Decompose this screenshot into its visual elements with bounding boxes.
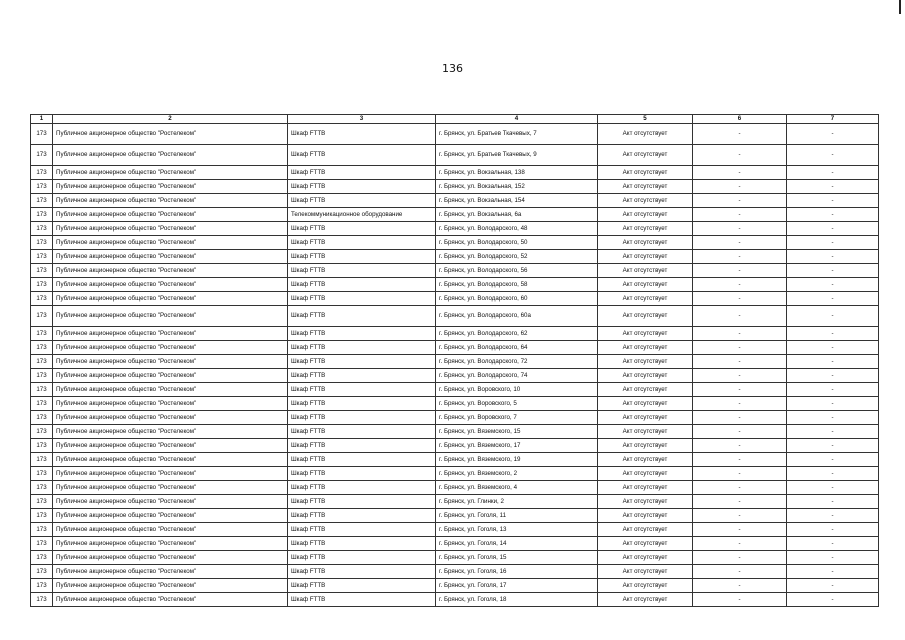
- address-cell: г. Брянск, ул. Братьев Ткачевых, 7: [436, 124, 598, 145]
- table-row: [31, 355, 879, 369]
- header-col-1: 1: [31, 115, 53, 124]
- address-cell: г. Брянск, ул. Гоголя, 18: [436, 593, 598, 607]
- owner-cell: Публичное акционерное общество "Ростелеком": [53, 453, 288, 467]
- col7-cell: -: [787, 593, 879, 607]
- address-cell: г. Брянск, ул. Гоголя, 14: [436, 537, 598, 551]
- col7-cell: -: [787, 383, 879, 397]
- act-status-cell: Акт отсутствует: [598, 222, 693, 236]
- object-cell: Шкаф FTTB: [288, 194, 436, 208]
- row-number-cell: 173: [31, 509, 53, 523]
- col7-cell: -: [787, 327, 879, 341]
- object-cell: Шкаф FTTB: [288, 579, 436, 593]
- object-cell: Шкаф FTTB: [288, 222, 436, 236]
- object-cell: Шкаф FTTB: [288, 495, 436, 509]
- act-status-cell: Акт отсутствует: [598, 425, 693, 439]
- object-cell: Шкаф FTTB: [288, 341, 436, 355]
- table-row: [31, 593, 879, 607]
- act-status-cell: Акт отсутствует: [598, 369, 693, 383]
- object-cell: Телекоммуникационное оборудование: [288, 208, 436, 222]
- address-cell: г. Брянск, ул. Володарского, 50: [436, 236, 598, 250]
- col6-cell: -: [693, 306, 787, 327]
- row-number-cell: 173: [31, 523, 53, 537]
- col7-cell: -: [787, 355, 879, 369]
- col6-cell: -: [693, 481, 787, 495]
- owner-cell: Публичное акционерное общество "Ростелеком": [53, 523, 288, 537]
- act-status-cell: Акт отсутствует: [598, 166, 693, 180]
- address-cell: г. Брянск, ул. Володарского, 60а: [436, 306, 598, 327]
- address-cell: г. Брянск, ул. Вокзальная, 154: [436, 194, 598, 208]
- object-cell: Шкаф FTTB: [288, 250, 436, 264]
- row-number-cell: 173: [31, 537, 53, 551]
- owner-cell: Публичное акционерное общество "Ростелеком": [53, 383, 288, 397]
- address-cell: г. Брянск, ул. Вяземского, 17: [436, 439, 598, 453]
- act-status-cell: Акт отсутствует: [598, 453, 693, 467]
- owner-cell: Публичное акционерное общество "Ростелеком": [53, 579, 288, 593]
- col7-cell: -: [787, 565, 879, 579]
- col7-cell: -: [787, 523, 879, 537]
- object-cell: Шкаф FTTB: [288, 166, 436, 180]
- owner-cell: Публичное акционерное общество "Ростелеком": [53, 236, 288, 250]
- row-number-cell: 173: [31, 180, 53, 194]
- col7-cell: -: [787, 467, 879, 481]
- act-status-cell: Акт отсутствует: [598, 579, 693, 593]
- table-row: [31, 180, 879, 194]
- owner-cell: Публичное акционерное общество "Ростелеком": [53, 250, 288, 264]
- owner-cell: Публичное акционерное общество "Ростелеком": [53, 278, 288, 292]
- object-cell: Шкаф FTTB: [288, 264, 436, 278]
- object-cell: Шкаф FTTB: [288, 439, 436, 453]
- address-cell: г. Брянск, ул. Володарского, 58: [436, 278, 598, 292]
- act-status-cell: Акт отсутствует: [598, 467, 693, 481]
- col6-cell: -: [693, 383, 787, 397]
- object-cell: Шкаф FTTB: [288, 467, 436, 481]
- header-col-7: 7: [787, 115, 879, 124]
- object-cell: Шкаф FTTB: [288, 369, 436, 383]
- col6-cell: -: [693, 278, 787, 292]
- object-cell: Шкаф FTTB: [288, 383, 436, 397]
- table-row: [31, 439, 879, 453]
- act-status-cell: Акт отсутствует: [598, 495, 693, 509]
- address-cell: г. Брянск, ул. Вяземского, 2: [436, 467, 598, 481]
- table-row: [31, 166, 879, 180]
- table-row: [31, 145, 879, 166]
- owner-cell: Публичное акционерное общество "Ростелеком": [53, 593, 288, 607]
- object-cell: Шкаф FTTB: [288, 355, 436, 369]
- col7-cell: -: [787, 579, 879, 593]
- act-status-cell: Акт отсутствует: [598, 292, 693, 306]
- col7-cell: -: [787, 180, 879, 194]
- table-row: [31, 509, 879, 523]
- owner-cell: Публичное акционерное общество "Ростелеком": [53, 439, 288, 453]
- act-status-cell: Акт отсутствует: [598, 411, 693, 425]
- col7-cell: -: [787, 278, 879, 292]
- row-number-cell: 173: [31, 453, 53, 467]
- act-status-cell: Акт отсутствует: [598, 551, 693, 565]
- table-row: [31, 411, 879, 425]
- object-cell: Шкаф FTTB: [288, 327, 436, 341]
- col6-cell: -: [693, 579, 787, 593]
- col6-cell: -: [693, 537, 787, 551]
- address-cell: г. Брянск, ул. Гоголя, 13: [436, 523, 598, 537]
- act-status-cell: Акт отсутствует: [598, 145, 693, 166]
- col7-cell: -: [787, 369, 879, 383]
- owner-cell: Публичное акционерное общество "Ростелеком": [53, 565, 288, 579]
- col7-cell: -: [787, 292, 879, 306]
- col6-cell: -: [693, 453, 787, 467]
- header-col-4: 4: [436, 115, 598, 124]
- col6-cell: -: [693, 166, 787, 180]
- table-row: [31, 579, 879, 593]
- address-cell: г. Брянск, ул. Володарского, 62: [436, 327, 598, 341]
- table-row: [31, 467, 879, 481]
- table-body: [31, 124, 879, 607]
- col7-cell: -: [787, 194, 879, 208]
- col7-cell: -: [787, 397, 879, 411]
- act-status-cell: Акт отсутствует: [598, 278, 693, 292]
- row-number-cell: 173: [31, 551, 53, 565]
- address-cell: г. Брянск, ул. Володарского, 48: [436, 222, 598, 236]
- address-cell: г. Брянск, ул. Володарского, 52: [436, 250, 598, 264]
- owner-cell: Публичное акционерное общество "Ростелеком": [53, 537, 288, 551]
- page-number: 136: [442, 62, 463, 75]
- row-number-cell: 173: [31, 124, 53, 145]
- col7-cell: -: [787, 306, 879, 327]
- row-number-cell: 173: [31, 481, 53, 495]
- address-cell: г. Брянск, ул. Вокзальная, 138: [436, 166, 598, 180]
- object-cell: Шкаф FTTB: [288, 425, 436, 439]
- table-row: [31, 341, 879, 355]
- owner-cell: Публичное акционерное общество "Ростелеком": [53, 341, 288, 355]
- address-cell: г. Брянск, ул. Володарского, 56: [436, 264, 598, 278]
- act-status-cell: Акт отсутствует: [598, 355, 693, 369]
- table-row: [31, 278, 879, 292]
- owner-cell: Публичное акционерное общество "Ростелеком": [53, 194, 288, 208]
- owner-cell: Публичное акционерное общество "Ростелеком": [53, 327, 288, 341]
- header-row: [31, 115, 879, 124]
- address-cell: г. Брянск, ул. Гоголя, 17: [436, 579, 598, 593]
- address-cell: г. Брянск, ул. Володарского, 74: [436, 369, 598, 383]
- owner-cell: Публичное акционерное общество "Ростелеком": [53, 397, 288, 411]
- address-cell: г. Брянск, ул. Вяземского, 19: [436, 453, 598, 467]
- col6-cell: -: [693, 495, 787, 509]
- col6-cell: -: [693, 194, 787, 208]
- owner-cell: Публичное акционерное общество "Ростелеком": [53, 495, 288, 509]
- scan-edge-mark: [899, 0, 901, 14]
- table-row: [31, 208, 879, 222]
- col6-cell: -: [693, 565, 787, 579]
- table-row: [31, 327, 879, 341]
- owner-cell: Публичное акционерное общество "Ростелеком": [53, 124, 288, 145]
- address-cell: г. Брянск, ул. Володарского, 64: [436, 341, 598, 355]
- col6-cell: -: [693, 439, 787, 453]
- col6-cell: -: [693, 425, 787, 439]
- col6-cell: -: [693, 397, 787, 411]
- address-cell: г. Брянск, ул. Гоголя, 11: [436, 509, 598, 523]
- row-number-cell: 173: [31, 278, 53, 292]
- act-status-cell: Акт отсутствует: [598, 383, 693, 397]
- col7-cell: -: [787, 509, 879, 523]
- object-cell: Шкаф FTTB: [288, 453, 436, 467]
- row-number-cell: 173: [31, 495, 53, 509]
- act-status-cell: Акт отсутствует: [598, 124, 693, 145]
- act-status-cell: Акт отсутствует: [598, 439, 693, 453]
- col6-cell: -: [693, 355, 787, 369]
- col6-cell: -: [693, 593, 787, 607]
- col6-cell: -: [693, 509, 787, 523]
- act-status-cell: Акт отсутствует: [598, 481, 693, 495]
- address-cell: г. Брянск, ул. Вяземского, 15: [436, 425, 598, 439]
- header-col-2: 2: [53, 115, 288, 124]
- col7-cell: -: [787, 453, 879, 467]
- col6-cell: -: [693, 369, 787, 383]
- address-cell: г. Брянск, ул. Глинки, 2: [436, 495, 598, 509]
- table-row: [31, 264, 879, 278]
- col6-cell: -: [693, 467, 787, 481]
- table-row: [31, 236, 879, 250]
- act-status-cell: Акт отсутствует: [598, 523, 693, 537]
- owner-cell: Публичное акционерное общество "Ростелеком": [53, 467, 288, 481]
- table-row: [31, 495, 879, 509]
- owner-cell: Публичное акционерное общество "Ростелеком": [53, 306, 288, 327]
- row-number-cell: 173: [31, 264, 53, 278]
- col6-cell: -: [693, 236, 787, 250]
- object-cell: Шкаф FTTB: [288, 278, 436, 292]
- owner-cell: Публичное акционерное общество "Ростелеком": [53, 180, 288, 194]
- col7-cell: -: [787, 439, 879, 453]
- object-cell: Шкаф FTTB: [288, 509, 436, 523]
- col7-cell: -: [787, 495, 879, 509]
- owner-cell: Публичное акционерное общество "Ростелеком": [53, 481, 288, 495]
- table-row: [31, 397, 879, 411]
- object-cell: Шкаф FTTB: [288, 537, 436, 551]
- object-cell: Шкаф FTTB: [288, 565, 436, 579]
- act-status-cell: Акт отсутствует: [598, 250, 693, 264]
- object-cell: Шкаф FTTB: [288, 292, 436, 306]
- row-number-cell: 173: [31, 306, 53, 327]
- col6-cell: -: [693, 145, 787, 166]
- col6-cell: -: [693, 327, 787, 341]
- table-row: [31, 306, 879, 327]
- object-cell: Шкаф FTTB: [288, 180, 436, 194]
- address-cell: г. Брянск, ул. Гоголя, 15: [436, 551, 598, 565]
- row-number-cell: 173: [31, 565, 53, 579]
- table-row: [31, 124, 879, 145]
- address-cell: г. Брянск, ул. Вокзальная, 6а: [436, 208, 598, 222]
- table-row: [31, 292, 879, 306]
- address-cell: г. Брянск, ул. Воровского, 5: [436, 397, 598, 411]
- col6-cell: -: [693, 124, 787, 145]
- row-number-cell: 173: [31, 467, 53, 481]
- owner-cell: Публичное акционерное общество "Ростелеком": [53, 551, 288, 565]
- act-status-cell: Акт отсутствует: [598, 208, 693, 222]
- col7-cell: -: [787, 481, 879, 495]
- table-row: [31, 537, 879, 551]
- act-status-cell: Акт отсутствует: [598, 194, 693, 208]
- col7-cell: -: [787, 222, 879, 236]
- address-cell: г. Брянск, ул. Братьев Ткачевых, 9: [436, 145, 598, 166]
- table-row: [31, 383, 879, 397]
- table-row: [31, 565, 879, 579]
- col6-cell: -: [693, 222, 787, 236]
- act-status-cell: Акт отсутствует: [598, 180, 693, 194]
- owner-cell: Публичное акционерное общество "Ростелеком": [53, 166, 288, 180]
- address-cell: г. Брянск, ул. Володарского, 60: [436, 292, 598, 306]
- act-status-cell: Акт отсутствует: [598, 593, 693, 607]
- row-number-cell: 173: [31, 425, 53, 439]
- act-status-cell: Акт отсутствует: [598, 565, 693, 579]
- row-number-cell: 173: [31, 341, 53, 355]
- col6-cell: -: [693, 264, 787, 278]
- row-number-cell: 173: [31, 369, 53, 383]
- owner-cell: Публичное акционерное общество "Ростелеком": [53, 369, 288, 383]
- owner-cell: Публичное акционерное общество "Ростелеком": [53, 411, 288, 425]
- row-number-cell: 173: [31, 292, 53, 306]
- col7-cell: -: [787, 166, 879, 180]
- act-status-cell: Акт отсутствует: [598, 537, 693, 551]
- object-cell: Шкаф FTTB: [288, 481, 436, 495]
- col6-cell: -: [693, 523, 787, 537]
- header-col-3: 3: [288, 115, 436, 124]
- owner-cell: Публичное акционерное общество "Ростелеком": [53, 425, 288, 439]
- address-cell: г. Брянск, ул. Воровского, 10: [436, 383, 598, 397]
- act-status-cell: Акт отсутствует: [598, 327, 693, 341]
- owner-cell: Публичное акционерное общество "Ростелеком": [53, 145, 288, 166]
- table-row: [31, 453, 879, 467]
- col7-cell: -: [787, 425, 879, 439]
- act-status-cell: Акт отсутствует: [598, 236, 693, 250]
- col7-cell: -: [787, 264, 879, 278]
- object-cell: Шкаф FTTB: [288, 523, 436, 537]
- owner-cell: Публичное акционерное общество "Ростелеком": [53, 222, 288, 236]
- object-cell: Шкаф FTTB: [288, 593, 436, 607]
- table-row: [31, 425, 879, 439]
- col6-cell: -: [693, 208, 787, 222]
- table-row: [31, 481, 879, 495]
- act-status-cell: Акт отсутствует: [598, 306, 693, 327]
- row-number-cell: 173: [31, 166, 53, 180]
- row-number-cell: 173: [31, 397, 53, 411]
- col6-cell: -: [693, 551, 787, 565]
- object-cell: Шкаф FTTB: [288, 551, 436, 565]
- col7-cell: -: [787, 236, 879, 250]
- col7-cell: -: [787, 551, 879, 565]
- row-number-cell: 173: [31, 222, 53, 236]
- table-row: [31, 551, 879, 565]
- row-number-cell: 173: [31, 355, 53, 369]
- row-number-cell: 173: [31, 593, 53, 607]
- address-cell: г. Брянск, ул. Вокзальная, 152: [436, 180, 598, 194]
- row-number-cell: 173: [31, 194, 53, 208]
- table-row: [31, 222, 879, 236]
- object-cell: Шкаф FTTB: [288, 397, 436, 411]
- col7-cell: -: [787, 124, 879, 145]
- address-cell: г. Брянск, ул. Гоголя, 16: [436, 565, 598, 579]
- col7-cell: -: [787, 341, 879, 355]
- address-cell: г. Брянск, ул. Володарского, 72: [436, 355, 598, 369]
- object-cell: Шкаф FTTB: [288, 306, 436, 327]
- owner-cell: Публичное акционерное общество "Ростелеком": [53, 264, 288, 278]
- col7-cell: -: [787, 250, 879, 264]
- owner-cell: Публичное акционерное общество "Ростелеком": [53, 208, 288, 222]
- row-number-cell: 173: [31, 327, 53, 341]
- col6-cell: -: [693, 180, 787, 194]
- col6-cell: -: [693, 341, 787, 355]
- act-status-cell: Акт отсутствует: [598, 397, 693, 411]
- object-cell: Шкаф FTTB: [288, 124, 436, 145]
- row-number-cell: 173: [31, 383, 53, 397]
- row-number-cell: 173: [31, 236, 53, 250]
- owner-cell: Публичное акционерное общество "Ростелеком": [53, 509, 288, 523]
- header-col-6: 6: [693, 115, 787, 124]
- owner-cell: Публичное акционерное общество "Ростелеком": [53, 292, 288, 306]
- row-number-cell: 173: [31, 411, 53, 425]
- act-status-cell: Акт отсутствует: [598, 341, 693, 355]
- act-status-cell: Акт отсутствует: [598, 509, 693, 523]
- row-number-cell: 173: [31, 579, 53, 593]
- col7-cell: -: [787, 411, 879, 425]
- col7-cell: -: [787, 208, 879, 222]
- row-number-cell: 173: [31, 208, 53, 222]
- col7-cell: -: [787, 537, 879, 551]
- owner-cell: Публичное акционерное общество "Ростелеком": [53, 355, 288, 369]
- address-cell: г. Брянск, ул. Воровского, 7: [436, 411, 598, 425]
- col7-cell: -: [787, 145, 879, 166]
- col6-cell: -: [693, 292, 787, 306]
- object-cell: Шкаф FTTB: [288, 236, 436, 250]
- table-row: [31, 369, 879, 383]
- act-status-cell: Акт отсутствует: [598, 264, 693, 278]
- address-cell: г. Брянск, ул. Вяземского, 4: [436, 481, 598, 495]
- col6-cell: -: [693, 411, 787, 425]
- table-row: [31, 523, 879, 537]
- header-col-5: 5: [598, 115, 693, 124]
- row-number-cell: 173: [31, 439, 53, 453]
- row-number-cell: 173: [31, 250, 53, 264]
- object-cell: Шкаф FTTB: [288, 411, 436, 425]
- row-number-cell: 173: [31, 145, 53, 166]
- col6-cell: -: [693, 250, 787, 264]
- object-cell: Шкаф FTTB: [288, 145, 436, 166]
- table-row: [31, 250, 879, 264]
- registry-table: [30, 114, 879, 607]
- table-row: [31, 194, 879, 208]
